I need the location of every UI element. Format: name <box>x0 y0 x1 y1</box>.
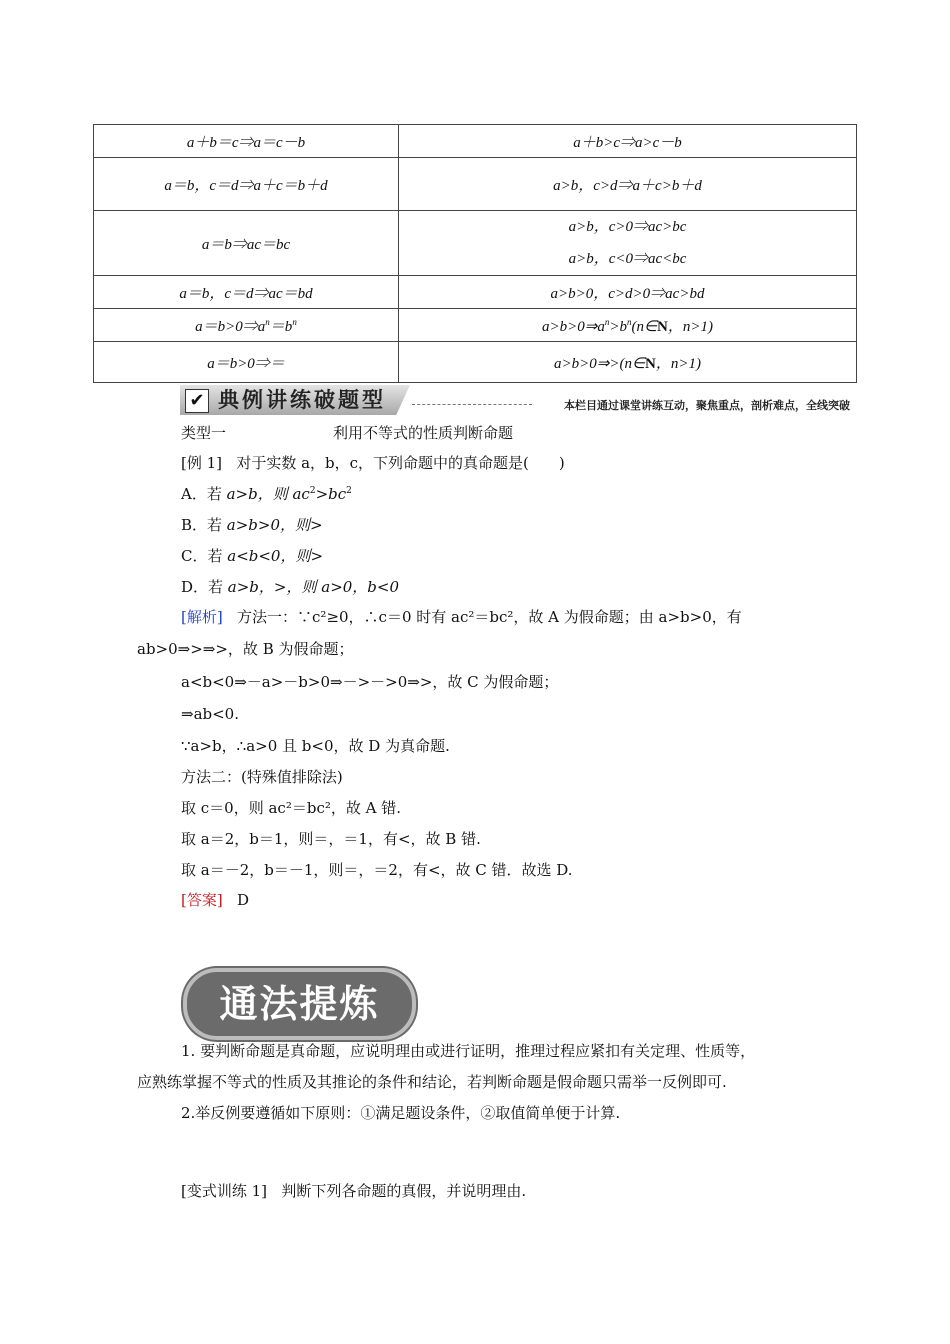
table-row <box>94 309 857 342</box>
banner-note: 本栏目通过课堂讲练互动，聚焦重点，剖析难点，全线突破 <box>564 399 850 412</box>
cell-text: ，n>1) <box>655 355 701 372</box>
option-text: a>b，则 ac <box>226 485 310 503</box>
example-tag: [例 1] <box>181 454 223 472</box>
cell-text: >b <box>609 318 627 335</box>
table-row <box>94 125 857 158</box>
type-label: 类型一 <box>181 424 227 442</box>
table-row <box>94 342 857 383</box>
analysis-tag: [解析] <box>181 608 223 626</box>
option-text: >bc <box>315 485 347 503</box>
method-badge <box>183 968 416 1040</box>
properties-table <box>93 124 857 383</box>
cell-text: ＝b <box>269 318 293 335</box>
cell-sup: n <box>292 316 297 327</box>
checkmark-icon: ✔ <box>185 389 209 413</box>
banner-divider <box>412 404 532 405</box>
option-text: a>b，>，则 a>0，b<0 <box>227 578 400 596</box>
cell-text: a>b>0⇒>(n∈ <box>554 355 646 372</box>
option-b <box>181 515 323 535</box>
table-cell <box>399 342 857 383</box>
option-a: A．若 a>b，则 $ac^2>bc^2$ <box>181 485 352 503</box>
cell-text: a>b>0⇒a <box>542 318 605 335</box>
option-letter: C．若 <box>181 547 228 565</box>
example-question: 对于实数 a，b，c，下列命题中的真命题是( ) <box>236 454 565 472</box>
variant-line <box>181 1181 526 1201</box>
cell-text: N <box>645 355 656 372</box>
table-cell: a＋b＝c⇒a＝c－b <box>94 125 399 158</box>
analysis-text: 方法一：∵c²≥0，∴c＝0 时有 ac²＝bc²，故 A 为假命题；由 a>b>0，有 <box>237 608 742 626</box>
option-letter: B．若 <box>181 516 227 534</box>
method-paragraph-2: 2.举反例要遵循如下原则：①满足题设条件，②取值简单便于计算. <box>181 1104 621 1122</box>
table-cell <box>399 309 857 342</box>
table-cell: a>b>0，c>d>0⇒ac>bd <box>399 276 857 309</box>
analysis-line-2: ab>0⇒>⇒>，故 B 为假命题； <box>137 640 354 658</box>
cell-line: a>b，c>0⇒ac>bc <box>568 219 687 235</box>
analysis-line-4: ⇒ab<0. <box>181 705 239 723</box>
table-cell <box>399 211 857 276</box>
cell-text: a＝b>0⇒a <box>195 318 266 335</box>
analysis-line-3: a<b<0⇒－a>－b>0⇒－>－>0⇒>，故 C 为假命题； <box>181 673 559 691</box>
analysis-line-8: 取 a＝2，b＝1，则＝，＝1，有<，故 B 错. <box>181 830 481 848</box>
cell-sup: n <box>604 316 610 327</box>
table-cell: a>b，c>d⇒a＋c>b＋d <box>399 158 857 211</box>
option-text: a>b>0，则> <box>226 516 323 534</box>
analysis-line-5: ∵a>b，∴a>0 且 b<0，故 D 为真命题. <box>181 737 450 755</box>
answer-line <box>181 890 249 910</box>
table-cell: a＝b⇒ac＝bc <box>94 211 399 276</box>
option-letter: A．若 <box>181 485 227 503</box>
banner-title: 典例讲练破题型 <box>218 388 386 412</box>
cell-text: (n∈ <box>631 318 658 335</box>
option-c <box>181 546 323 566</box>
method-title: 通法提炼 <box>219 982 380 1026</box>
section-banner <box>180 385 850 417</box>
cell-line: a>b，c<0⇒ac<bc <box>568 251 687 267</box>
table-cell: a＝b>0⇒＝ <box>94 342 399 383</box>
table-cell: a＝b，c＝d⇒ac＝bd <box>94 276 399 309</box>
table-row <box>94 211 857 276</box>
cell-text: ，n>1) <box>667 318 713 335</box>
analysis-line-6: 方法二：(特殊值排除法) <box>181 768 343 786</box>
analysis-line-1 <box>181 607 742 627</box>
table-row <box>94 276 857 309</box>
table-cell: a＋b>c⇒a>c－b <box>399 125 857 158</box>
variant-text: 判断下列各命题的真假，并说明理由. <box>281 1182 527 1200</box>
variant-tag: [变式训练 1] <box>181 1182 268 1200</box>
method-paragraph-1a: 1. 要判断命题是真命题，应说明理由或进行证明，推理过程应紧扣有关定理、性质等， <box>181 1042 756 1060</box>
option-text: a<b<0，则> <box>227 547 324 565</box>
answer-value: D <box>237 891 250 909</box>
method-paragraph-1b: 应熟练掌握不等式的性质及其推论的条件和结论，若判断命题是假命题只需举一反例即可. <box>137 1073 727 1091</box>
analysis-line-7: 取 c＝0，则 ac²＝bc²，故 A 错. <box>181 799 401 817</box>
cell-sup: n <box>626 316 632 327</box>
answer-tag: [答案] <box>181 891 223 909</box>
table-cell <box>94 309 399 342</box>
analysis-line-9: 取 a＝－2，b＝－1，则＝，＝2，有<，故 C 错．故选 D. <box>181 861 573 879</box>
cell-sup: n <box>265 316 270 327</box>
option-letter: D．若 <box>181 578 228 596</box>
table-cell: a＝b，c＝d⇒a＋c＝b＋d <box>94 158 399 211</box>
example-stem <box>181 453 565 473</box>
cell-text: N <box>657 318 668 335</box>
type-title: 利用不等式的性质判断命题 <box>333 424 514 442</box>
option-d <box>181 577 399 597</box>
table-row <box>94 158 857 211</box>
